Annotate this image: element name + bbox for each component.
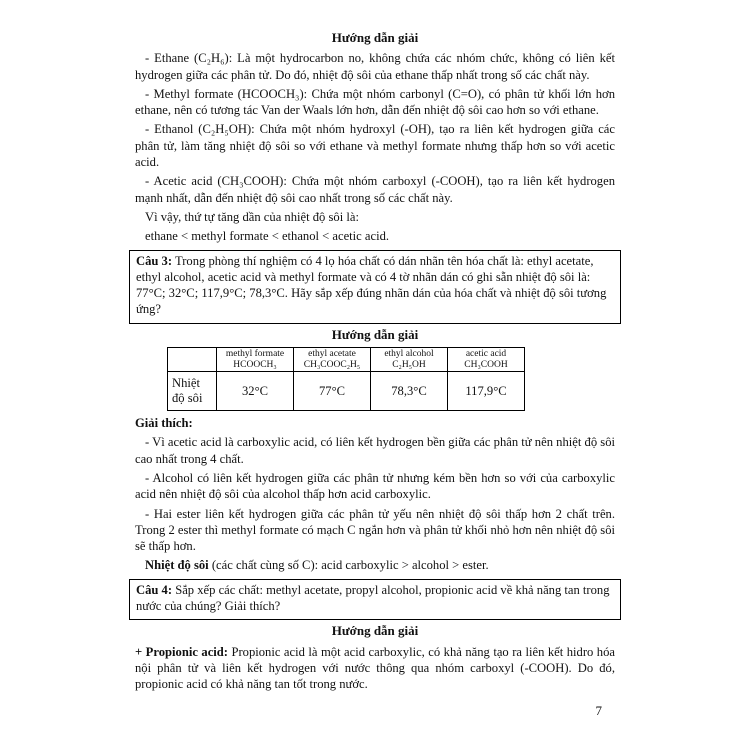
compound-name: ethyl alcohol — [384, 349, 434, 360]
boiling-point-value: 117,9°C — [448, 372, 525, 411]
compound-name: acetic acid — [465, 349, 507, 360]
compound-name: ethyl acetate — [308, 349, 356, 360]
boiling-point-value: 78,3°C — [371, 372, 448, 411]
question-3-body: Trong phòng thí nghiệm có 4 lọ hóa chất có dán nhãn tên hóa chất là: ethyl acetate, ethyl alcohol, acetic acid và methyl formate và có 4 tờ nhãn dán có ghi sẵn nhiệt độ sôi là: 77°C; 32°C; 117,9°C; 78,3°C. Hãy sắp xếp đúng nhãn dán của hóa chất và nhiệt độ sôi tương ứng? — [136, 253, 607, 317]
table-header-cell — [294, 348, 371, 372]
explanation-paragraph: - Hai ester liên kết hydrogen giữa các phân tử yếu nên nhiệt độ sôi thấp hơn 2 chất trên. Trong 2 ester thì methyl formate có mạch C ngắn hơn và phân tử khối nhỏ hơn nên nhiệt độ sôi sẽ thấp hơn. — [135, 506, 615, 554]
question-3-label: Câu 3: — [136, 253, 173, 268]
conclusion-text: (các chất cùng số C): acid carboxylic > alcohol > ester. — [208, 558, 489, 573]
row-label: Nhiệt độ sôi — [168, 372, 217, 411]
question-4-text — [136, 582, 614, 615]
compound-formula: C₂H₅OH — [392, 359, 426, 370]
page-number: 7 — [595, 703, 602, 718]
paragraph-ethane: - Ethane (C₂H₆): Là một hydrocarbon no, không chứa các nhóm chức, không có liên kết hydrogen giữa các phân tử. Do đó, nhiệt độ sôi của ethane thấp nhất trong số các chất này. — [135, 51, 615, 82]
table-row — [168, 372, 525, 411]
question-4-label: Câu 4: — [136, 582, 173, 597]
conclusion-paragraph — [135, 557, 615, 573]
compound-name: methyl formate — [225, 349, 285, 360]
compound-formula: HCOOCH₃ — [233, 359, 277, 370]
boiling-point-value: 32°C — [217, 372, 294, 411]
boiling-point-value: 77°C — [294, 372, 371, 411]
question-4-box — [129, 579, 621, 621]
explanation-paragraph: - Vì acetic acid là carboxylic acid, có liên kết hydrogen bền giữa các phân tử nên nhiệt độ sôi cao nhất trong 4 chất. — [135, 435, 615, 466]
question-3-text — [136, 253, 614, 318]
answer-label: + Propionic acid: — [135, 644, 228, 659]
question-4-heading: Hướng dẫn giải — [331, 623, 419, 639]
answer-text: Propionic acid là một acid carboxylic, có khả năng tạo ra liên kết hidro hóa nội phân tử và liên kết hydrogen với nước thông qua nhóm carboxyl (-COOH). Do đó, propionic acid có khả năng tan tốt trong nước. — [135, 644, 615, 692]
boiling-point-table — [167, 347, 525, 411]
question-4-answer — [135, 644, 615, 693]
compound-formula: CH₃COOH — [464, 359, 508, 370]
question-4-body: Sắp xếp các chất: methyl acetate, propyl alcohol, propionic acid về khả năng tan trong nước của chúng? Giải thích? — [136, 582, 610, 614]
question-3-box — [129, 250, 621, 324]
document-page — [135, 30, 615, 696]
table-header-cell — [448, 348, 525, 372]
table-header-cell — [217, 348, 294, 372]
paragraph-acetic-acid: - Acetic acid (CH₃COOH): Chứa một nhóm carboxyl (-COOH), tạo ra liên kết hydrogen mạnh nhất, dẫn đến nhiệt độ sôi cao nhất trong số các chất này. — [135, 174, 615, 205]
paragraph-order: ethane < methyl formate < ethanol < acetic acid. — [145, 229, 390, 244]
paragraph-methyl-formate: - Methyl formate (HCOOCH₃): Chứa một nhóm carbonyl (C=O), có phân tử khối lớn hơn ethane, nên có tương tác Van der Waals lớn hơn, dẫn đến nhiệt độ sôi cao hơn so với ethane. — [135, 86, 615, 118]
table-corner-cell — [168, 348, 217, 372]
explanation-label-text: Giải thích: — [135, 416, 193, 431]
paragraph-summary: Vì vậy, thứ tự tăng dần của nhiệt độ sôi là: — [145, 209, 359, 224]
section-heading: Hướng dẫn giải — [331, 30, 419, 45]
question-3-heading: Hướng dẫn giải — [331, 326, 419, 342]
explanation-paragraph: - Alcohol có liên kết hydrogen giữa các phân tử nhưng kém bền hơn so với của carboxylic acid nên nhiệt độ sôi của alcohol thấp hơn acid carboxylic. — [135, 470, 615, 502]
table-header-cell — [371, 348, 448, 372]
paragraph-ethanol: - Ethanol (C₂H₅OH): Chứa một nhóm hydroxyl (-OH), tạo ra liên kết hydrogen giữa các phân tử, làm tăng nhiệt độ sôi so với ethane và methyl formate nhưng thấp hơn so với acetic acid. — [135, 122, 615, 170]
conclusion-label: Nhiệt độ sôi — [145, 558, 209, 573]
explanation-label — [135, 415, 615, 431]
table-header-row — [168, 348, 525, 372]
compound-formula: CH₃COOC₂H₅ — [303, 359, 361, 370]
